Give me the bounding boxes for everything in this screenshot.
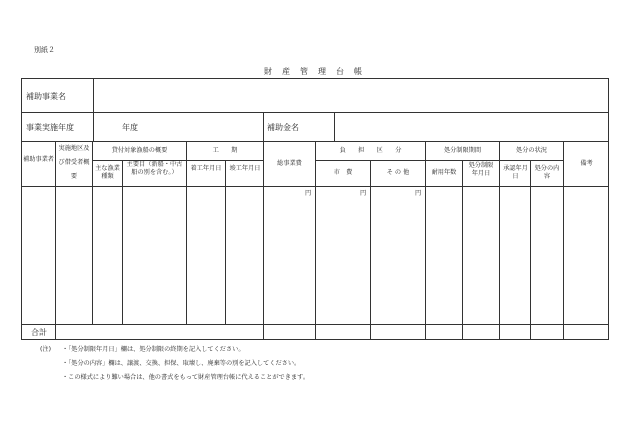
col-city-cost: 市 費 [333, 169, 353, 176]
note-item: ・この様式により難い場合は、他の書式をもって財産管理台帳に代えることができます。 [62, 374, 310, 381]
col-vessel-type: 主な漁業種類 [95, 165, 120, 180]
table-body[interactable] [22, 187, 608, 323]
col-useful-life: 耐用年数 [431, 169, 457, 176]
col-remarks: 備考 [580, 160, 593, 167]
attachment-label: 別紙２ [34, 46, 55, 54]
col-specs: 主要目（新船・中古船の別を含む。） [126, 161, 183, 176]
col-start-date: 着工年月日 [190, 165, 222, 172]
note-item: ・「処分の内容」欄は、譲渡、交換、担保、取壊し、廃棄等の別を記入してください。 [62, 360, 301, 367]
col-operator: 補助事業者 [23, 156, 54, 163]
group-vessel: 貸付対象漁船の概要 [111, 147, 168, 154]
column-divider [93, 78, 94, 141]
subsidy-name-label: 補助金名 [267, 123, 299, 132]
col-restriction-date: 処分制限年月日 [468, 162, 494, 177]
document-title: 財 産 管 理 台 帳 [264, 67, 363, 76]
col-area-line1: 実施地区及 [58, 145, 90, 152]
unit-other-cost: 円 [415, 190, 422, 197]
project-name-label: 補助事業名 [26, 92, 66, 101]
col-total-cost: 総事業費 [277, 160, 302, 167]
subheader-divider [315, 160, 563, 161]
fiscal-year-label: 事業実施年度 [26, 123, 74, 132]
project-name-value[interactable] [97, 82, 605, 110]
group-work-period: 工 期 [212, 147, 238, 154]
row-divider [21, 112, 609, 113]
fiscal-year-suffix: 年度 [122, 123, 138, 132]
notes-prefix: (注) [40, 346, 52, 353]
unit-city-cost: 円 [360, 190, 367, 197]
group-burden: 負 担 区 分 [339, 147, 402, 154]
group-disposal: 処分の状況 [516, 147, 547, 154]
column-divider [334, 112, 335, 141]
col-end-date: 竣工年月日 [229, 165, 261, 172]
column-divider [263, 112, 264, 141]
col-area-line2: び借受者概 [58, 159, 90, 166]
note-item: ・「処分制限年月日」欄は、処分制限の終期を記入してください。 [62, 346, 245, 353]
col-approval-date: 承認年月日 [503, 165, 528, 180]
col-disposal-detail: 処分の内容 [534, 165, 560, 180]
total-label: 合計 [31, 328, 47, 337]
group-restriction: 処分制限期間 [443, 147, 482, 154]
col-area-line3: 要 [70, 173, 78, 180]
unit-total-cost: 円 [305, 190, 312, 197]
col-other-cost: そ の 他 [386, 169, 410, 176]
